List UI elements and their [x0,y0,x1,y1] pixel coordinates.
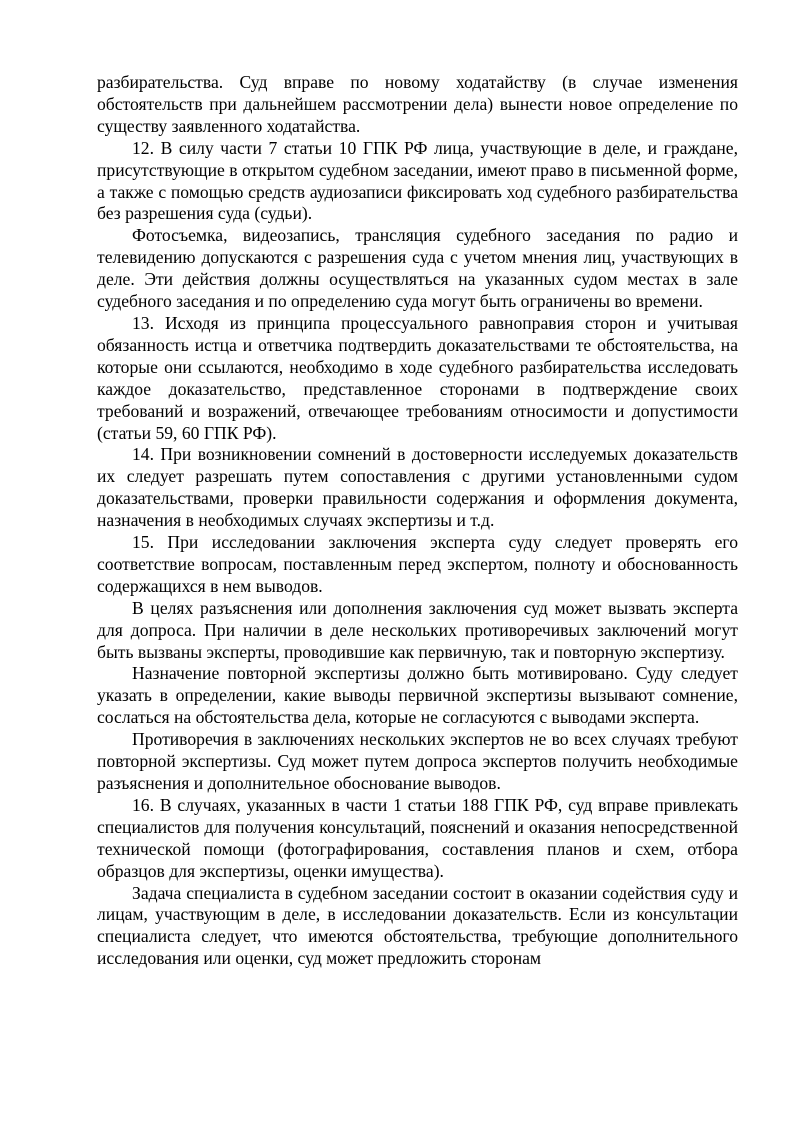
paragraph-12: 12. В силу части 7 статьи 10 ГПК РФ лица, участвующие в деле, и граждане, присутствующие в открытом судебном заседании, имеют право в письменной форме, а также с помощью средств аудиозаписи фиксировать ход судебного разбирательства без разрешения суда (судьи). [97,137,738,224]
paragraph-16-specialist-task: Задача специалиста в судебном заседании состоит в оказании содействия суду и лицам, участвующим в деле, в исследовании доказательств. Если из консультации специалиста следует, что имеются обстоятельства, требующие дополнительного исследования или оценки, суд может предложить сторонам [97,882,738,969]
paragraph-16: 16. В случаях, указанных в части 1 статьи 188 ГПК РФ, суд вправе привлекать специалистов для получения консультаций, пояснений и оказания непосредственной технической помощи (фотографирования, составления планов и схем, отбора образцов для экспертизы, оценки имущества). [97,794,738,881]
paragraph-15-contradictions: Противоречия в заключениях нескольких экспертов не во всех случаях требуют повторной экспертизы. Суд может путем допроса экспертов получить необходимые разъяснения и дополнительное обоснование выводов. [97,729,738,793]
paragraph-continuation: разбирательства. Суд вправе по новому ходатайству (в случае изменения обстоятельств при дальнейшем рассмотрении дела) вынести новое определение по существу заявленного ходатайства. [97,72,738,136]
paragraph-15: 15. При исследовании заключения эксперта суду следует проверять его соответствие вопросам, поставленным перед экспертом, полноту и обоснованность содержащихся в нем выводов. [97,532,738,596]
document-page [97,72,738,970]
paragraph-14: 14. При возникновении сомнений в достоверности исследуемых доказательств их следует разрешать путем сопоставления с другими установленными судом доказательствами, проверки правильности содержания и оформления документа, назначения в необходимых случаях экспертизы и т.д. [97,444,738,531]
paragraph-13: 13. Исходя из принципа процессуального равноправия сторон и учитывая обязанность истца и ответчика подтвердить доказательствами те обстоятельства, на которые они ссылаются, необходимо в ходе судебного разбирательства исследовать каждое доказательство, представленное сторонами в подтверждение своих требований и возражений, отвечающее требованиям относимости и допустимости (статьи 59, 60 ГПК РФ). [97,312,738,443]
paragraph-15-expert-summons: В целях разъяснения или дополнения заключения суд может вызвать эксперта для допроса. При наличии в деле нескольких противоречивых заключений могут быть вызваны эксперты, проводившие как первичную, так и повторную экспертизу. [97,597,738,662]
paragraph-15-repeat-expertise: Назначение повторной экспертизы должно быть мотивировано. Суду следует указать в определении, какие выводы первичной экспертизы вызывают сомнение, сослаться на обстоятельства дела, которые не согласуются с выводами эксперта. [97,663,738,728]
paragraph-12-photo-video: Фотосъемка, видеозапись, трансляция судебного заседания по радио и телевидению допускаются с разрешения суда с учетом мнения лиц, участвующих в деле. Эти действия должны осуществляться на указанных судом местах в зале судебного заседания и по определению суда могут быть ограничены во времени. [97,225,738,312]
